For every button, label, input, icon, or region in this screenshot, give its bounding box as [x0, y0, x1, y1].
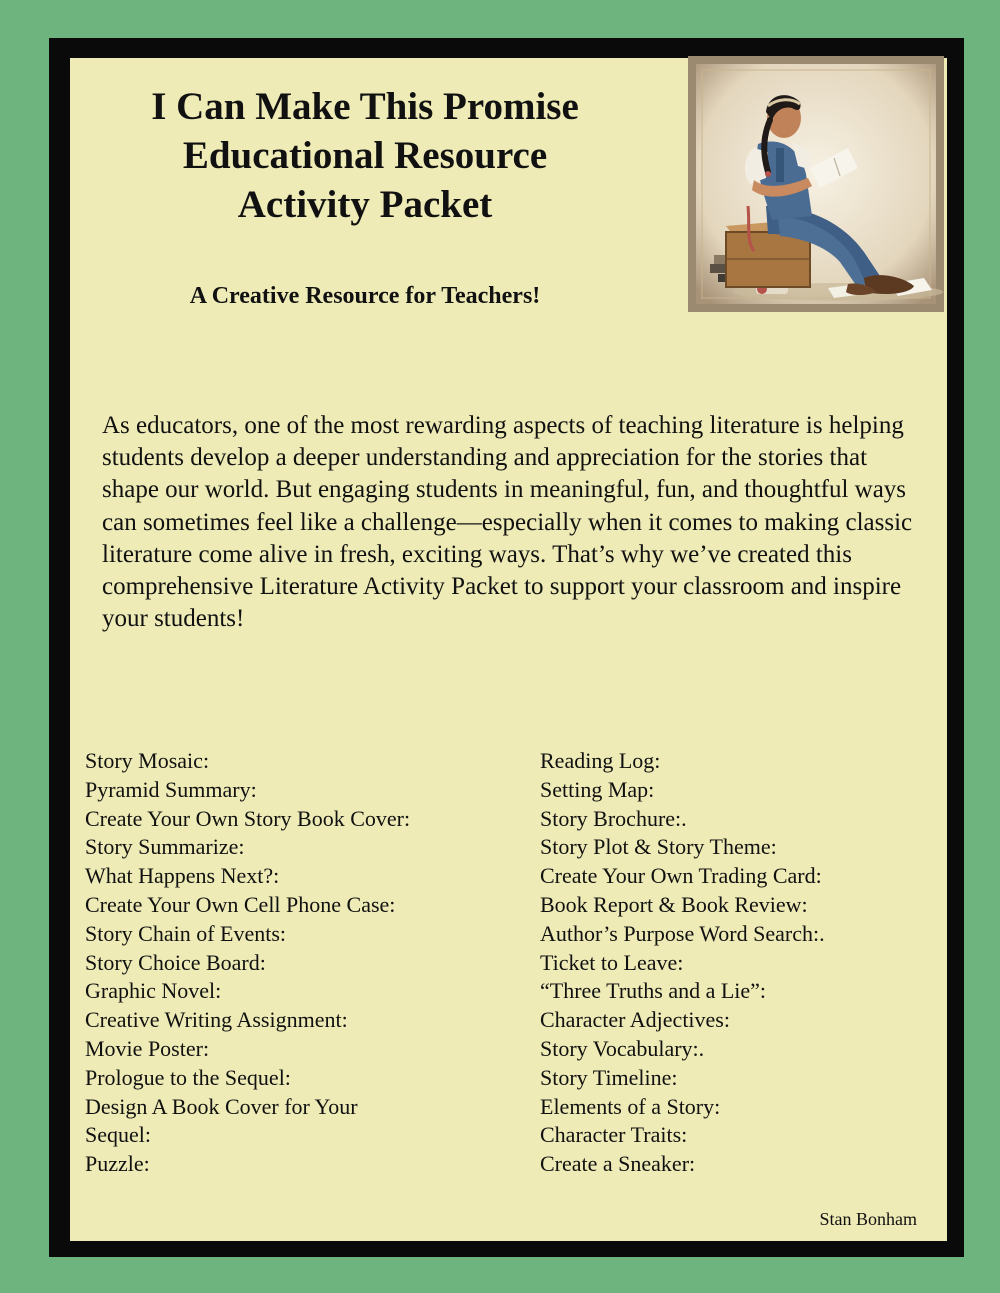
- list-item: Story Choice Board:: [85, 949, 266, 975]
- list-item: Prologue to the Sequel:: [85, 1064, 291, 1090]
- list-item: Story Plot & Story Theme:: [540, 834, 777, 860]
- list-item: Story Summarize:: [85, 834, 245, 860]
- list-item: Puzzle:: [85, 1151, 150, 1177]
- list-item: Story Brochure:.: [540, 805, 687, 831]
- girl-reading-book-icon: [688, 56, 944, 312]
- title-line: I Can Make This Promise: [151, 85, 579, 128]
- page-title: [95, 82, 635, 229]
- list-item: Create a Sneaker:: [540, 1151, 696, 1177]
- list-item: Story Vocabulary:.: [540, 1035, 705, 1061]
- activity-list-right: [540, 747, 940, 1179]
- list-item: Elements of a Story:: [540, 1093, 721, 1119]
- list-item: Reading Log:: [540, 748, 661, 773]
- list-item: What Happens Next?:: [85, 863, 280, 889]
- list-item: Create Your Own Story Book Cover:: [85, 805, 411, 831]
- list-item: “Three Truths and a Lie”:: [540, 978, 767, 1004]
- list-item: Setting Map:: [540, 776, 655, 802]
- list-item: Pyramid Summary:: [85, 776, 257, 802]
- list-item: Design A Book Cover for Your: [85, 1093, 358, 1119]
- subtitle: A Creative Resource for Teachers!: [189, 283, 541, 309]
- list-item: Ticket to Leave:: [540, 949, 684, 975]
- list-item: Create Your Own Trading Card:: [540, 863, 822, 889]
- activity-list-left: [85, 747, 485, 1179]
- list-item: Book Report & Book Review:: [540, 891, 808, 917]
- list-item: Story Mosaic:: [85, 748, 210, 773]
- list-item: Author’s Purpose Word Search:.: [540, 920, 825, 946]
- list-item: Sequel:: [85, 1122, 151, 1148]
- intro-paragraph: As educators, one of the most rewarding aspects of teaching literature is helping students develop a deeper understanding and appreciation for the stories that shape our world. But engaging students in meaningful, fun, and thoughtful ways can sometimes feel like a challenge—especially when it comes to making classic literature come alive in fresh, exciting ways. That’s why we’ve created this comprehensive Literature Activity Packet to support your classroom and inspire your students!: [102, 412, 913, 633]
- title-line: Educational Resource: [182, 134, 548, 177]
- list-item: Movie Poster:: [85, 1035, 210, 1061]
- list-item: Create Your Own Cell Phone Case:: [85, 891, 396, 917]
- author-name: Stan Bonham: [819, 1209, 917, 1229]
- list-item: Story Chain of Events:: [85, 920, 287, 946]
- title-line: Activity Packet: [237, 183, 493, 226]
- list-item: Creative Writing Assignment:: [85, 1007, 348, 1033]
- list-item: Character Adjectives:: [540, 1007, 730, 1033]
- list-item: Character Traits:: [540, 1122, 688, 1148]
- list-item: Story Timeline:: [540, 1064, 678, 1090]
- list-item: Graphic Novel:: [85, 978, 222, 1004]
